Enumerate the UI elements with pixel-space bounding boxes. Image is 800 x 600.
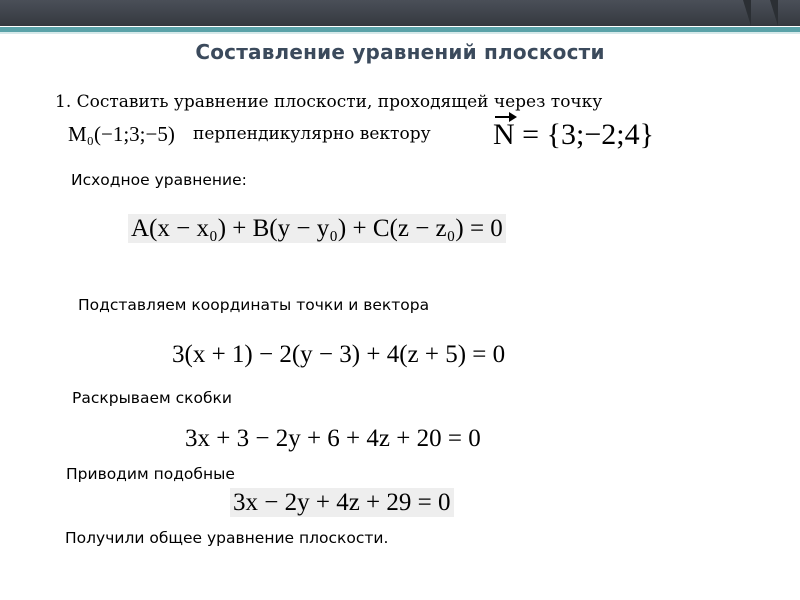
problem-line-2: перпендикулярно вектору [193, 124, 431, 144]
step2-formula: 3(x + 1) − 2(y − 3) + 4(z + 5) = 0 [172, 341, 506, 368]
header-bar [0, 0, 800, 26]
step4-label: Приводим подобные [66, 465, 235, 483]
slide-title: Составление уравнений плоскости [195, 40, 605, 64]
vector-letter: N [493, 118, 515, 151]
vector-formula-group [493, 120, 654, 150]
step1-label: Исходное уравнение: [71, 171, 247, 189]
header-notch [770, 0, 778, 26]
header-accent-line [0, 32, 800, 34]
header-notch [743, 0, 751, 26]
point-formula: M₀(−1;3;−5) [68, 122, 175, 146]
step3-formula: 3x + 3 − 2y + 6 + 4z + 20 = 0 [185, 425, 481, 452]
step4-formula: 3x − 2y + 4z + 29 = 0 [230, 488, 454, 517]
problem-line-1: 1. Составить уравнение плоскости, проходящей через точку [55, 92, 603, 112]
vector-formula: = {3;−2;4} [522, 118, 654, 151]
conclusion-text: Получили общее уравнение плоскости. [65, 529, 389, 547]
step2-label: Подставляем координаты точки и вектора [78, 296, 430, 314]
step3-label: Раскрываем скобки [72, 389, 232, 407]
step1-formula: A(x − x₀) + B(y − y₀) + C(z − z₀) = 0 [128, 214, 506, 243]
